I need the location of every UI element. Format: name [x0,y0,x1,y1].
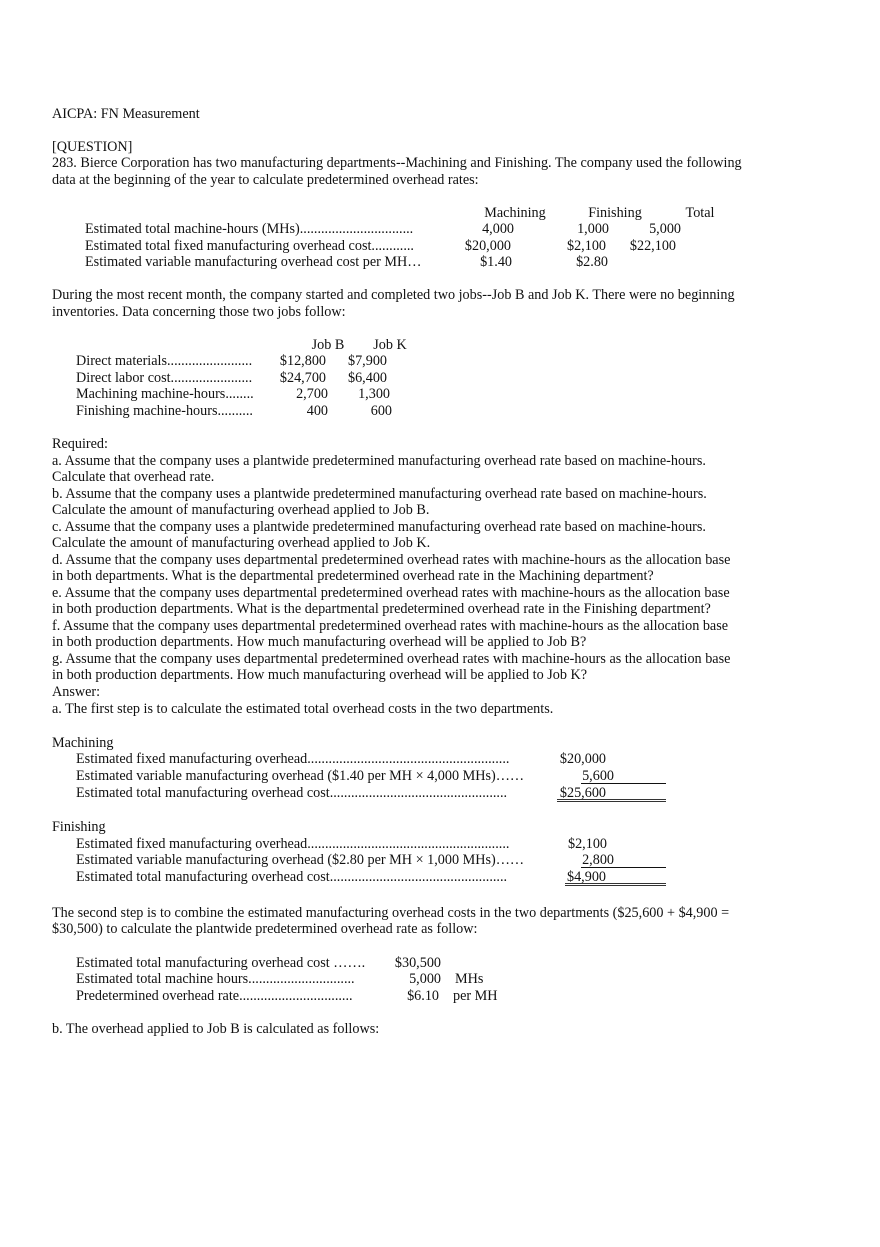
table-cell: $2.80 [576,254,608,270]
table-cell: 400 [306,403,328,419]
rate-value: $6.10 [407,988,439,1004]
table-cell: 600 [370,403,392,419]
rate-value: $30,500 [394,955,441,971]
answer-label: Answer: [52,684,101,700]
requirement-line: Calculate that overhead rate. [52,469,215,485]
question-intro: 283. Bierce Corporation has two manufacturing departments--Machining and Finishing. The company used the following [52,155,742,171]
schedule-amount: $25,600 [559,785,606,801]
table-row-label: Estimated total machine-hours (MHs)................................ [85,221,414,237]
requirement-line: in both departments. What is the departmental predetermined overhead rate in the Machining department? [52,568,654,584]
requirement-line: c. Assume that the company uses a plantwide predetermined manufacturing overhead rate based on machine-hours. [52,519,706,535]
total-double-underline [557,784,666,802]
document-title: AICPA: FN Measurement [52,106,200,122]
column-header: Job B [311,337,345,353]
table-cell: $7,900 [347,353,387,369]
table-row-label: Direct labor cost....................... [76,370,253,386]
schedule-amount: $4,900 [566,869,606,885]
rate-label: Estimated total machine hours.............................. [76,971,355,987]
requirement-line: b. Assume that the company uses a plantwide predetermined manufacturing overhead rate based on machine-hours. [52,486,707,502]
schedule-amount: 2,800 [582,852,614,868]
answer-step: The second step is to combine the estimated manufacturing overhead costs in the two departments ($25,600 + $4,900 = [52,905,730,921]
table-cell: 1,000 [577,221,609,237]
table-cell: 4,000 [482,221,514,237]
requirement-line: e. Assume that the company uses departmental predetermined overhead rates with machine-hours as the allocation base [52,585,730,601]
column-header: Finishing [588,205,642,221]
table-cell: $2,100 [566,238,606,254]
answer-step: $30,500) to calculate the plantwide predetermined overhead rate as follow: [52,921,478,937]
table-cell: $24,700 [279,370,326,386]
table-row-label: Finishing machine-hours.......... [76,403,253,419]
subtotal-underline [581,767,666,784]
table-row-label: Estimated variable manufacturing overhead cost per MH… [85,254,422,270]
requirement-line: f. Assume that the company uses departmental predetermined overhead rates with machine-hours as the allocation base [52,618,729,634]
requirement-line: d. Assume that the company uses departmental predetermined overhead rates with machine-hours as the allocation base [52,552,731,568]
table-cell: $1.40 [480,254,512,270]
section-heading: Finishing [52,819,106,835]
schedule-label: Estimated total manufacturing overhead cost.................................................. [76,785,508,801]
requirement-line: Calculate the amount of manufacturing overhead applied to Job B. [52,502,430,518]
table-cell: 1,300 [358,386,390,402]
column-header: Machining [484,205,546,221]
question-tag: [QUESTION] [52,139,133,155]
schedule-label: Estimated fixed manufacturing overhead......................................................... [76,836,510,852]
schedule-label: Estimated fixed manufacturing overhead......................................................... [76,751,510,767]
jobs-intro: During the most recent month, the company started and completed two jobs--Job B and Job K. There were no beginning [52,287,735,303]
requirement-line: Calculate the amount of manufacturing overhead applied to Job K. [52,535,431,551]
schedule-label: Estimated variable manufacturing overhead ($2.80 per MH × 1,000 MHs)…… [76,852,525,868]
jobs-intro: inventories. Data concerning those two jobs follow: [52,304,346,320]
schedule-label: Estimated total manufacturing overhead cost.................................................. [76,869,508,885]
column-header: Job K [373,337,407,353]
column-header: Total [685,205,715,221]
required-label: Required: [52,436,108,452]
schedule-amount: $20,000 [559,751,606,767]
rate-value: 5,000 [409,971,441,987]
question-intro: data at the beginning of the year to calculate predetermined overhead rates: [52,172,479,188]
rate-label: Predetermined overhead rate................................ [76,988,353,1004]
rate-unit: per MH [453,988,498,1004]
section-heading: Machining [52,735,114,751]
requirement-line: g. Assume that the company uses departmental predetermined overhead rates with machine-hours as the allocation base [52,651,731,667]
total-double-underline [565,868,666,886]
schedule-amount: $2,100 [567,836,607,852]
requirement-line: a. Assume that the company uses a plantwide predetermined manufacturing overhead rate based on machine-hours. [52,453,706,469]
table-cell: $22,100 [629,238,676,254]
answer-step: a. The first step is to calculate the estimated total overhead costs in the two departments. [52,701,554,717]
table-cell: $20,000 [464,238,511,254]
answer-step: b. The overhead applied to Job B is calculated as follows: [52,1021,380,1037]
table-row-label: Estimated total fixed manufacturing overhead cost............ [85,238,414,254]
schedule-amount: 5,600 [582,768,614,784]
table-row-label: Direct materials........................ [76,353,253,369]
schedule-label: Estimated variable manufacturing overhead ($1.40 per MH × 4,000 MHs)…… [76,768,525,784]
requirement-line: in both production departments. How much manufacturing overhead will be applied to Job B? [52,634,587,650]
rate-label: Estimated total manufacturing overhead cost ……. [76,955,366,971]
table-cell: 5,000 [649,221,681,237]
rate-unit: MHs [455,971,484,987]
table-cell: $12,800 [279,353,326,369]
subtotal-underline [581,851,666,868]
table-cell: 2,700 [296,386,328,402]
requirement-line: in both production departments. How much manufacturing overhead will be applied to Job K? [52,667,588,683]
requirement-line: in both production departments. What is the departmental predetermined overhead rate in the Finishing department? [52,601,711,617]
table-cell: $6,400 [347,370,387,386]
table-row-label: Machining machine-hours........ [76,386,254,402]
